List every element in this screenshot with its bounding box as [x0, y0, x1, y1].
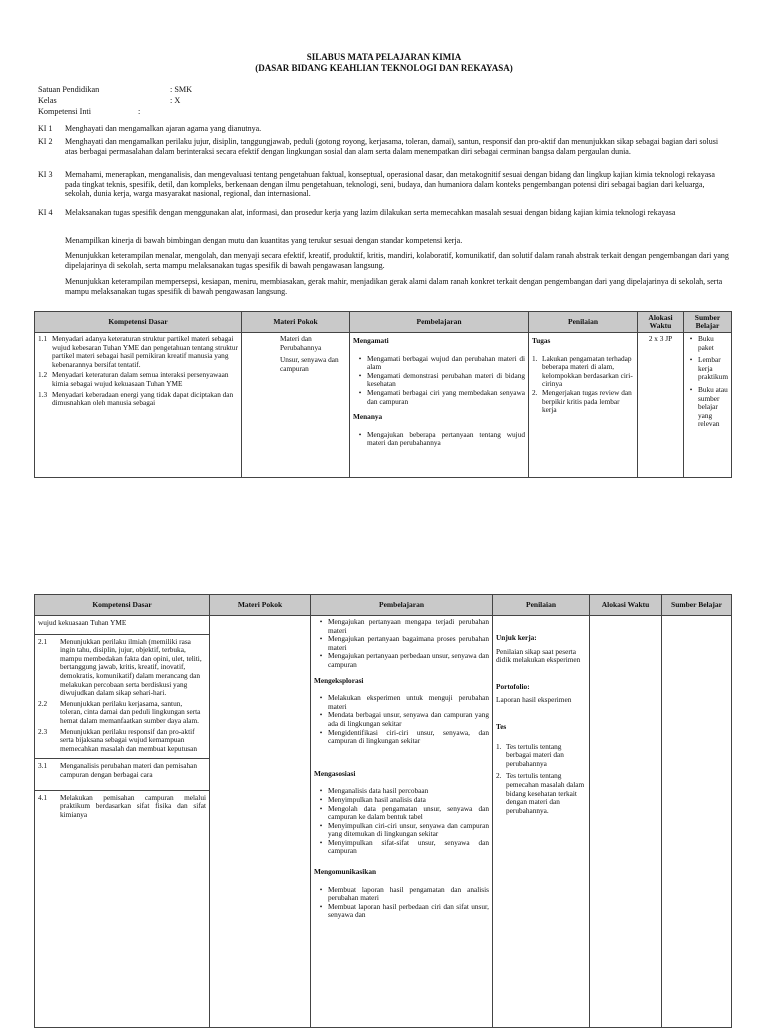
ki-text: Melaksanakan tugas spesifik dengan menggunakan alat, informasi, dan prosedur kerja yang lazim dilakukan serta memecahkan masalah sesuai dengan bidang kajian kimia teknologi rekayasa: [65, 208, 676, 217]
list-item: • Mengamati berbagai wujud dan perubahan materi di alam: [358, 353, 525, 372]
title-line-2: (DASAR BIDANG KEAHLIAN TEKNOLOGI DAN REKAYASA): [255, 63, 513, 73]
unjuk-kerja-text: Penilaian sikap saat peserta didik melakukan eksperimen: [496, 646, 581, 665]
list-item-text: Mengolah data pengamatan unsur, senyawa dan campuran ke dalam bentuk tabel: [328, 803, 489, 822]
section-mengomunikasikan: Mengomunikasikan: [314, 867, 377, 877]
list-item-text: Menyimpulkan ciri-ciri unsur, senyawa dan campuran yang ditemukan di lingkungan sekitar: [328, 820, 489, 839]
ki-label: Kompetensi Inti: [38, 107, 91, 116]
alokasi-cell: [590, 616, 662, 1028]
syllabus-table-2: [34, 594, 732, 1028]
penilaian-cell: [529, 333, 638, 478]
unjuk-kerja-title: Unjuk kerja:: [496, 633, 537, 642]
list-item: • Mengamati demonstrasi perubahan materi di bidang kesehatan: [358, 370, 525, 389]
kelas-value: : X: [170, 96, 181, 105]
satuan-label: Satuan Pendidikan: [38, 85, 100, 94]
list-item-text: Mengerjakan tugas review dan berpikir kritis pada lembar kerja: [542, 387, 632, 415]
kd-text: Menyadari adanya keteraturan struktur partikel materi sebagai wujud kebesaran Tuhan YME dan pengetahuan tentang struktur partikel materi sebagai hasil pemikiran kreatif manusia yang kebenarannya bersifat tentatif.: [52, 334, 238, 369]
ki-value: :: [138, 107, 141, 116]
kd-item: [38, 762, 206, 779]
ki-number: KI 4: [38, 208, 53, 217]
ki-item: [38, 208, 730, 218]
col-materi-pokok: Materi Pokok: [210, 595, 311, 616]
col-pembelajaran: Pembelajaran: [350, 312, 529, 333]
list-item-text: Buku atau sumber belajar yang relevan: [698, 384, 728, 429]
materi-cell: [242, 333, 350, 478]
kd-continuation: wujud kekuasaan Tuhan YME: [35, 616, 209, 635]
section-menanya: Menanya: [353, 412, 383, 422]
list-item-text: Menganalisis data hasil percobaan: [328, 786, 429, 796]
section-tugas: Tugas: [532, 336, 551, 345]
list-item: • Mendata berbagai unsur, senyawa dan campuran yang ada di lingkungan sekitar: [319, 710, 489, 728]
ki-text: Menghayati dan mengamalkan perilaku jujur, disiplin, tanggungjawab, peduli (gotong royong, kerjasama, toleran, damai), santun, responsif dan pro-aktif dan menunjukkan sikap sebagai bagian dari solusi atas berbagai permasalahan dalam berinteraksi secara efektif dengan lingkungan sosial dan alam serta dalam menempatkan diri sebagai cerminan bangsa dalam pergaulan dunia.: [65, 137, 719, 156]
list-item: • Mengolah data pengamatan unsur, senyawa dan campuran ke dalam bentuk tabel: [319, 803, 489, 822]
kd-text: Menunjukkan perilaku ilmiah (memiliki rasa ingin tahu, disiplin, jujur, objektif, terbuka, mampu membedakan fakta dan opini, ulet, teliti, bertanggung jawab, kritis, kreatif, inovatif, demokratis, komunikatif) dalam merancang dan melakukan percobaan serta berdiskusi yang diwujudkan dalam sikap sehari-hari.: [60, 636, 202, 698]
ki-text: Memahami, menerapkan, menganalisis, dan mengevaluasi tentang pengetahuan faktual, konseptual, operasional dasar, dan metakognitif sesuai dengan bidang dan lingkup kajian kimia teknologi rekayasa pada tingkat teknis, spesifik, detil, dan kompleks, berkenaan dengan ilmu pengetahuan, teknologi, seni, budaya, dan humaniora dalam konteks pengembangan potensi diri sebagai bagian dari keluarga, sekolah, dunia kerja, warga masyarakat nasional, regional, dan internasional.: [65, 170, 715, 199]
list-item: • Mengajukan pertanyaan mengapa terjadi perubahan materi: [319, 617, 489, 635]
kd-item: [38, 371, 238, 388]
col-alokasi-waktu: Alokasi Waktu: [638, 312, 684, 333]
ki-item: [38, 124, 730, 134]
kd-number: 2.2: [38, 698, 48, 708]
list-item: • Mengajukan pertanyaan bagaimana proses perubahan materi: [319, 634, 489, 652]
list-item: • Buku paket: [684, 335, 728, 352]
kd-number: 2.3: [38, 726, 48, 736]
ki-number: KI 2: [38, 137, 53, 146]
section-mengeksplorasi: Mengeksplorasi: [314, 675, 364, 685]
list-item-text: Mengajukan beberapa pertanyaan tentang wujud materi dan perubahannya: [367, 429, 525, 448]
item-number: 1.: [532, 353, 538, 363]
col-materi-pokok: Materi Pokok: [242, 312, 350, 333]
list-item-text: Menyimpulkan sifat-sifat unsur, senyawa dan campuran: [328, 837, 489, 856]
kd-item: [38, 391, 238, 408]
ki4-detail: Menunjukkan keterampilan menalar, mengolah, dan menyaji secara efektif, kreatif, produktif, kritis, mandiri, kolaboratif, komunikatif, dan solutif dalam ranah abstrak terkait dengan pengembangan dari yang dipelajarinya di sekolah, serta mampu melaksanakan tugas spesifik di bawah pengawasan langsung.: [65, 251, 729, 270]
kd-number: 2.1: [38, 636, 48, 646]
col-kompetensi-dasar: Kompetensi Dasar: [35, 312, 242, 333]
list-item: [532, 355, 634, 389]
pembelajaran-cell: [311, 616, 493, 1028]
col-pembelajaran: Pembelajaran: [311, 595, 493, 616]
list-item-text: Mengamati demonstrasi perubahan materi di bidang kesehatan: [367, 370, 525, 389]
list-item-text: Melakukan eksperimen untuk menguji perubahan materi: [328, 693, 489, 711]
kd-group-2: [35, 635, 209, 760]
kd-cell: [35, 616, 210, 1028]
sumber-cell: [662, 616, 732, 1028]
col-sumber-belajar: Sumber Belajar: [684, 312, 732, 333]
col-penilaian: Penilaian: [493, 595, 590, 616]
section-mengamati: Mengamati: [353, 336, 389, 345]
alokasi-value: 2 x 3 JP: [648, 334, 673, 343]
kd-item: [38, 638, 206, 698]
kd-text: Menganalisis perubahan materi dan pemisahan campuran dengan berbagai cara: [60, 761, 197, 779]
item-number: 2.: [532, 387, 538, 397]
portofolio-title: Portofolio:: [496, 681, 530, 691]
list-item-text: Mengajukan pertanyaan bagaimana proses perubahan materi: [328, 634, 489, 652]
kd-text: Melakukan pemisahan campuran melalui praktikum berdasarkan sifat fisika dan sifat kimianya: [60, 792, 206, 819]
list-item: • Buku atau sumber belajar yang relevan: [689, 384, 728, 429]
list-item: • Menyimpulkan sifat-sifat unsur, senyawa dan campuran: [319, 837, 489, 856]
kd-group-3: [35, 759, 209, 790]
list-item-text: Menyimpulkan hasil analisis data: [328, 794, 426, 804]
tes-title: Tes: [496, 721, 507, 731]
list-item-text: Mengajukan pertanyaan mengapa terjadi perubahan materi: [328, 617, 489, 635]
list-item-text: Mengidentifikasi ciri-ciri unsur, senyawa, dan campuran di lingkungan sekitar: [328, 727, 489, 746]
kd-text: Menunjukkan perilaku kerjasama, santun, toleran, cinta damai dan peduli lingkungan serta hemat dalam memanfaatkan sumber daya alam.: [60, 698, 201, 725]
kd-number: 1.2: [38, 370, 48, 380]
kd-text: Menyadari keberadaan energi yang tidak dapat diciptakan dan dimusnahkan oleh manusia sebagai: [52, 389, 234, 408]
materi-cell: [210, 616, 311, 1028]
document-title: [0, 52, 768, 74]
kd-group-4: [35, 791, 209, 825]
list-item-text: Buku paket: [698, 334, 714, 352]
col-sumber-belajar: Sumber Belajar: [662, 595, 732, 616]
ki-number: KI 3: [38, 170, 53, 179]
table-header-row: [35, 595, 732, 616]
kd-cell: [35, 333, 242, 478]
portofolio-text: Laporan hasil eksperimen: [496, 695, 572, 705]
ki-text: Menghayati dan mengamalkan ajaran agama yang dianutnya.: [65, 124, 262, 133]
sumber-cell: [684, 333, 732, 478]
ki-item: [38, 137, 730, 156]
list-item: [496, 772, 586, 815]
kd-item: [38, 700, 206, 726]
kd-item: [38, 794, 206, 820]
list-item-text: Tes tertulis tentang pemecahan masalah dalam bidang kesehatan terkait dengan materi dan perubahannya.: [506, 771, 585, 815]
list-item: [496, 743, 586, 769]
kd-text: Menunjukkan perilaku responsif dan pro-aktif serta bijaksana sebagai wujud kemampuan memecahkan masalah dan membuat keputusan: [60, 726, 197, 753]
kd-number: 1.1: [38, 334, 48, 343]
list-item: • Menyimpulkan hasil analisis data: [314, 796, 489, 805]
list-item-text: Mengamati berbagai wujud dan perubahan materi di alam: [367, 353, 525, 372]
satuan-value: : SMK: [170, 85, 193, 94]
ki-number: KI 1: [38, 124, 53, 133]
ki4-detail: Menampilkan kinerja di bawah bimbingan dengan mutu dan kuantitas yang terukur sesuai dengan standar kompetensi kerja.: [65, 236, 463, 245]
kd-number: 4.1: [38, 792, 48, 802]
list-item: • Mengajukan pertanyaan perbedaan unsur, senyawa dan campuran: [319, 651, 489, 669]
list-item-text: Lakukan pengamatan terhadap beberapa materi di alam, kelompokkan berdasarkan ciri-cirinya: [542, 353, 633, 389]
list-item-text: Mendata berbagai unsur, senyawa dan campuran yang ada di lingkungan sekitar: [328, 710, 489, 728]
list-item-text: Membuat laporan hasil perbedaan ciri dan sifat unsur, senyawa dan: [328, 901, 489, 920]
item-number: 2.: [496, 771, 502, 781]
list-item: • Menganalisis data hasil percobaan: [314, 787, 489, 796]
materi-item: Materi dan Perubahannya: [280, 334, 322, 352]
list-item-text: Mengamati berbagai ciri yang membedakan senyawa dan campuran: [367, 387, 525, 406]
penilaian-cell: [493, 616, 590, 1028]
list-item-text: Membuat laporan hasil pengamatan dan analisis perubahan materi: [328, 884, 489, 903]
kd-item: [38, 335, 238, 369]
list-item: • Mengamati berbagai ciri yang membedakan senyawa dan campuran: [358, 387, 525, 406]
kd-number: 3.1: [38, 761, 48, 771]
list-item: [532, 389, 634, 415]
section-mengasosiasi: Mengasosiasi: [314, 768, 356, 778]
table-header-row: [35, 312, 732, 333]
list-item-text: Lembar kerja praktikum: [698, 355, 728, 382]
table-row: [35, 616, 732, 1028]
document-meta: [38, 84, 192, 117]
col-alokasi-waktu: Alokasi Waktu: [590, 595, 662, 616]
pembelajaran-cell: [350, 333, 529, 478]
kd-number: 1.3: [38, 389, 48, 399]
list-item: • Menyimpulkan ciri-ciri unsur, senyawa dan campuran yang ditemukan di lingkungan sekitar: [319, 820, 489, 839]
list-item-text: Mengajukan pertanyaan perbedaan unsur, senyawa dan campuran: [328, 651, 489, 669]
col-penilaian: Penilaian: [529, 312, 638, 333]
list-item: • Membuat laporan hasil pengamatan dan analisis perubahan materi: [319, 884, 489, 903]
ki4-detail: Menunjukkan keterampilan mempersepsi, kesiapan, meniru, membiasakan, gerak mahir, menjadikan gerak alami dalam ranah konkret terkait dengan pengembangan dari yang dipelajarinya di sekolah, serta mampu melaksanakan tugas spesifik di bawah pengawasan langsung.: [65, 277, 723, 296]
list-item: • Mengajukan beberapa pertanyaan tentang wujud materi dan perubahannya: [358, 429, 525, 448]
list-item: • Lembar kerja praktikum: [689, 355, 728, 382]
list-item: • Mengidentifikasi ciri-ciri unsur, senyawa, dan campuran di lingkungan sekitar: [319, 727, 489, 746]
title-line-1: SILABUS MATA PELAJARAN KIMIA: [306, 52, 462, 62]
col-kompetensi-dasar: Kompetensi Dasar: [35, 595, 210, 616]
list-item-text: Tes tertulis tentang berbagai materi dan perubahannya: [506, 741, 564, 768]
ki-item: [38, 170, 730, 199]
alokasi-cell: [638, 333, 684, 478]
list-item: • Membuat laporan hasil perbedaan ciri dan sifat unsur, senyawa dan: [319, 901, 489, 920]
materi-item: Unsur, senyawa dan campuran: [280, 355, 339, 373]
list-item: • Melakukan eksperimen untuk menguji perubahan materi: [319, 693, 489, 711]
kelas-label: Kelas: [38, 96, 57, 105]
table-row: [35, 333, 732, 478]
kd-item: [38, 728, 206, 754]
syllabus-table-1: [34, 311, 732, 478]
item-number: 1.: [496, 741, 502, 751]
kd-text: Menyadari keteraturan dalam semua interaksi persenyawaan kimia sebagai wujud kekuasaan Tuhan YME: [52, 370, 229, 388]
